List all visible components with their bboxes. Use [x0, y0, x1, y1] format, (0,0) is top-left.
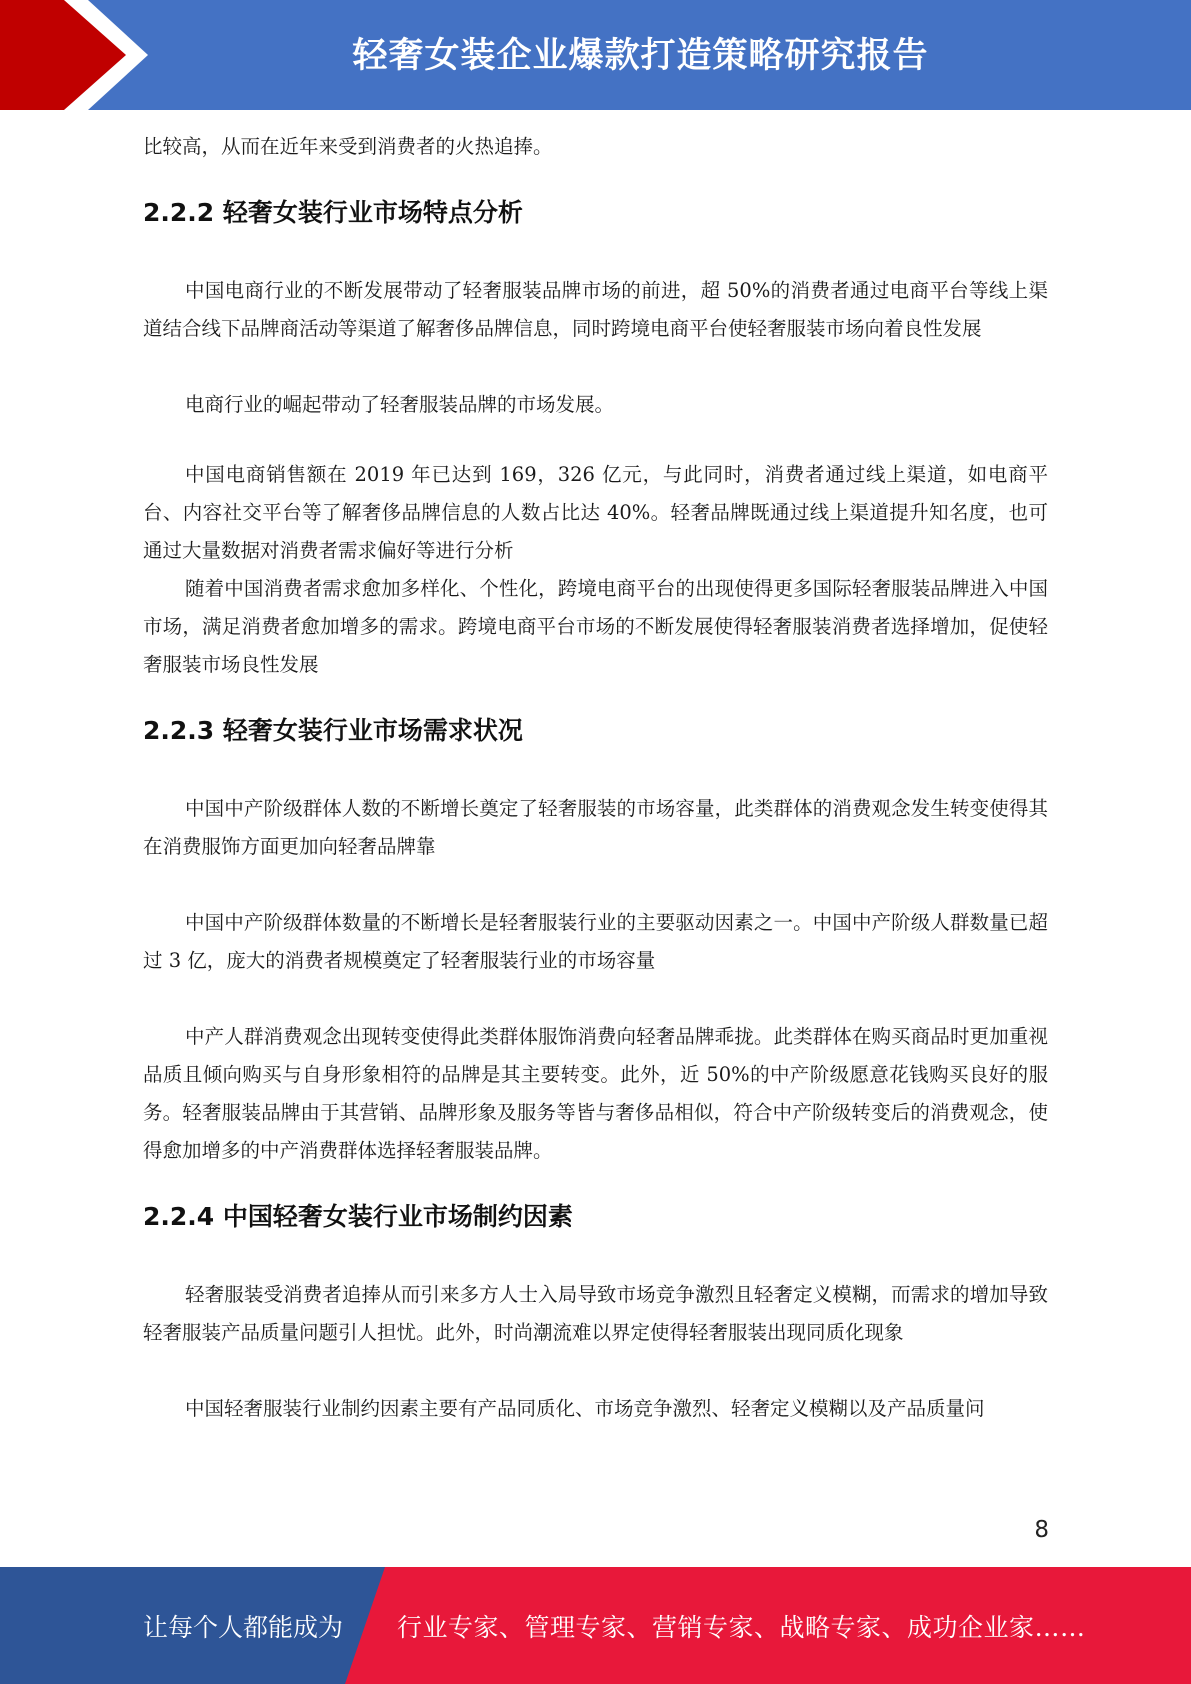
paragraph: 中国电商行业的不断发展带动了轻奢服装品牌市场的前进，超 50%的消费者通过电商平台等线上渠道结合线下品牌商活动等渠道了解奢侈品牌信息，同时跨境电商平台使轻奢服装市场向着良性发展	[143, 279, 1048, 340]
section-heading-2-2-3: 2.2.3 轻奢女装行业市场需求状况	[143, 716, 523, 745]
footer-slogan-left: 让每个人都能成为	[143, 1612, 344, 1642]
footer-banner	[0, 1567, 1191, 1684]
paragraph: 中国轻奢服装行业制约因素主要有产品同质化、市场竞争激烈、轻奢定义模糊以及产品质量问	[185, 1397, 985, 1420]
paragraph: 中国中产阶级群体人数的不断增长奠定了轻奢服装的市场容量，此类群体的消费观念发生转变使得其在消费服饰方面更加向轻奢品牌靠	[143, 797, 1048, 858]
paragraph: 中国电商销售额在 2019 年已达到 169，326 亿元，与此同时，消费者通过线上渠道，如电商平台、内容社交平台等了解奢侈品牌信息的人数占比达 40%。轻奢品牌既通过线上渠道提升知名度，也可通过大量数据对消费者需求偏好等进行分析	[143, 463, 1049, 562]
page-number: 8	[1034, 1517, 1049, 1543]
header-banner	[0, 0, 1191, 110]
section-heading-2-2-2: 2.2.2 轻奢女装行业市场特点分析	[143, 198, 523, 227]
report-title: 轻奢女装企业爆款打造策略研究报告	[352, 36, 929, 76]
section-heading-2-2-4: 2.2.4 中国轻奢女装行业市场制约因素	[143, 1202, 573, 1231]
page-content	[143, 128, 1048, 1428]
paragraph: 电商行业的崛起带动了轻奢服装品牌的市场发展。	[185, 393, 615, 416]
paragraph: 中产人群消费观念出现转变使得此类群体服饰消费向轻奢品牌乖拢。此类群体在购买商品时更加重视品质且倾向购买与自身形象相符的品牌是其主要转变。此外，近 50%的中产阶级愿意花钱购买良好的服务。轻奢服装品牌由于其营销、品牌形象及服务等皆与奢侈品相似，符合中产阶级转变后的消费观念，使得愈加增多的中产消费群体选择轻奢服装品牌。	[143, 1025, 1048, 1162]
paragraph: 中国中产阶级群体数量的不断增长是轻奢服装行业的主要驱动因素之一。中国中产阶级人群数量已超过 3 亿，庞大的消费者规模奠定了轻奢服装行业的市场容量	[143, 911, 1048, 972]
footer-slogan-right: 行业专家、管理专家、营销专家、战略专家、成功企业家……	[397, 1612, 1086, 1642]
paragraph: 随着中国消费者需求愈加多样化、个性化，跨境电商平台的出现使得更多国际轻奢服装品牌进入中国市场，满足消费者愈加增多的需求。跨境电商平台市场的不断发展使得轻奢服装消费者选择增加，促使轻奢服装市场良性发展	[143, 577, 1048, 676]
intro-line: 比较高，从而在近年来受到消费者的火热追捧。	[143, 135, 553, 158]
paragraph: 轻奢服装受消费者追捧从而引来多方人士入局导致市场竞争激烈且轻奢定义模糊，而需求的增加导致轻奢服装产品质量问题引人担忧。此外，时尚潮流难以界定使得轻奢服装出现同质化现象	[143, 1283, 1048, 1344]
